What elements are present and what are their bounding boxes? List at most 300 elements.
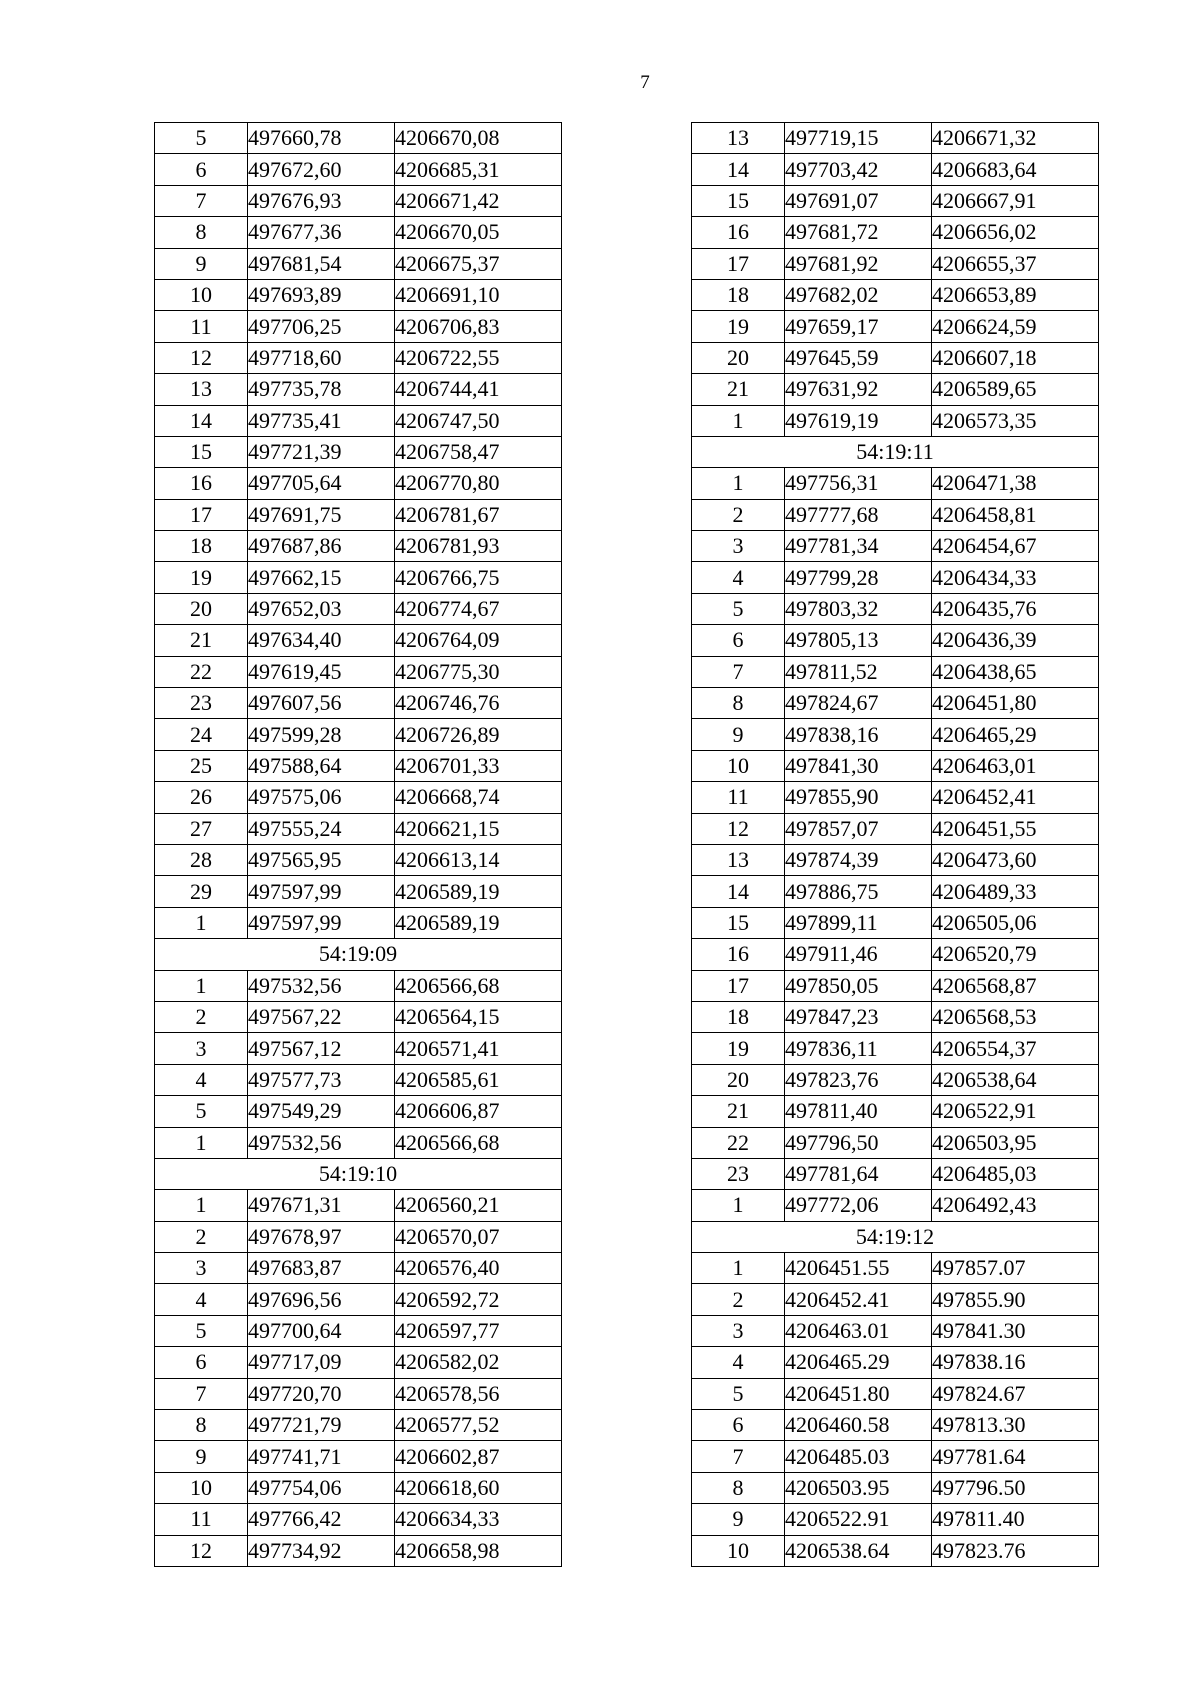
table-row	[155, 688, 562, 719]
point-number-cell: 1	[155, 1127, 248, 1158]
coordinate-x-cell: 497693,89	[248, 279, 395, 310]
coordinate-x-cell: 497683,87	[248, 1253, 395, 1284]
table-row	[692, 939, 1099, 970]
coordinate-y-cell: 497796.50	[932, 1472, 1099, 1503]
point-number-cell: 8	[155, 217, 248, 248]
coordinate-y-cell: 4206770,80	[395, 468, 562, 499]
table-row	[692, 1378, 1099, 1409]
point-number-cell: 13	[692, 844, 785, 875]
table-row	[692, 311, 1099, 342]
coordinate-x-cell: 497847,23	[785, 1001, 932, 1032]
point-number-cell: 22	[692, 1127, 785, 1158]
table-row	[155, 876, 562, 907]
point-number-cell: 18	[155, 531, 248, 562]
coordinates-table-right-body	[692, 123, 1099, 1567]
coordinate-x-cell: 497619,19	[785, 405, 932, 436]
coordinate-x-cell: 497899,11	[785, 907, 932, 938]
coordinate-x-cell: 497886,75	[785, 876, 932, 907]
coordinate-y-cell: 4206451,80	[932, 688, 1099, 719]
coordinate-x-cell: 497577,73	[248, 1064, 395, 1095]
point-number-cell: 5	[155, 1315, 248, 1346]
table-row	[692, 719, 1099, 750]
coordinate-x-cell: 497607,56	[248, 688, 395, 719]
coordinate-x-cell: 497671,31	[248, 1190, 395, 1221]
point-number-cell: 1	[692, 405, 785, 436]
point-number-cell: 14	[692, 154, 785, 185]
coordinate-y-cell: 4206675,37	[395, 248, 562, 279]
coordinate-y-cell: 4206554,37	[932, 1033, 1099, 1064]
point-number-cell: 9	[692, 719, 785, 750]
point-number-cell: 10	[155, 1472, 248, 1503]
coordinate-y-cell: 4206436,39	[932, 625, 1099, 656]
coordinate-y-cell: 4206624,59	[932, 311, 1099, 342]
point-number-cell: 16	[155, 468, 248, 499]
table-row	[155, 907, 562, 938]
coordinate-x-cell: 497660,78	[248, 123, 395, 154]
coordinate-y-cell: 4206706,83	[395, 311, 562, 342]
coordinate-y-cell: 4206489,33	[932, 876, 1099, 907]
coordinate-y-cell: 4206774,67	[395, 593, 562, 624]
coordinate-y-cell: 4206438,65	[932, 656, 1099, 687]
coordinate-y-cell: 4206691,10	[395, 279, 562, 310]
table-row	[692, 970, 1099, 1001]
coordinate-y-cell: 4206607,18	[932, 342, 1099, 373]
table-row	[155, 436, 562, 467]
point-number-cell: 8	[692, 688, 785, 719]
table-row	[155, 217, 562, 248]
section-header-row	[692, 1221, 1099, 1252]
coordinate-x-cell: 497718,60	[248, 342, 395, 373]
table-row	[692, 1441, 1099, 1472]
point-number-cell: 1	[155, 970, 248, 1001]
coordinate-x-cell: 4206463.01	[785, 1315, 932, 1346]
table-row	[692, 185, 1099, 216]
point-number-cell: 21	[692, 1096, 785, 1127]
coordinate-x-cell: 497720,70	[248, 1378, 395, 1409]
coordinate-y-cell: 4206571,41	[395, 1033, 562, 1064]
coordinate-y-cell: 4206764,09	[395, 625, 562, 656]
table-row	[692, 844, 1099, 875]
coordinate-y-cell: 4206656,02	[932, 217, 1099, 248]
point-number-cell: 13	[692, 123, 785, 154]
table-row	[692, 1096, 1099, 1127]
point-number-cell: 18	[692, 1001, 785, 1032]
point-number-cell: 20	[692, 342, 785, 373]
coordinate-y-cell: 4206746,76	[395, 688, 562, 719]
page-number: 7	[640, 72, 650, 93]
coordinate-y-cell: 4206671,32	[932, 123, 1099, 154]
table-row	[155, 123, 562, 154]
table-row	[692, 1253, 1099, 1284]
coordinate-y-cell: 4206602,87	[395, 1441, 562, 1472]
coordinate-x-cell: 497781,34	[785, 531, 932, 562]
table-row	[155, 625, 562, 656]
coordinate-y-cell: 4206578,56	[395, 1378, 562, 1409]
table-row	[155, 1410, 562, 1441]
coordinate-y-cell: 497841.30	[932, 1315, 1099, 1346]
table-row	[155, 1221, 562, 1252]
point-number-cell: 20	[692, 1064, 785, 1095]
coordinate-x-cell: 497555,24	[248, 813, 395, 844]
coordinate-y-cell: 4206766,75	[395, 562, 562, 593]
section-header-row	[692, 436, 1099, 467]
coordinate-y-cell: 4206522,91	[932, 1096, 1099, 1127]
table-row	[692, 1315, 1099, 1346]
point-number-cell: 2	[155, 1221, 248, 1252]
point-number-cell: 7	[692, 1441, 785, 1472]
coordinate-y-cell: 4206775,30	[395, 656, 562, 687]
point-number-cell: 5	[155, 123, 248, 154]
coordinate-x-cell: 4206465.29	[785, 1347, 932, 1378]
coordinate-x-cell: 4206460.58	[785, 1410, 932, 1441]
coordinate-x-cell: 497597,99	[248, 876, 395, 907]
coordinate-x-cell: 497703,42	[785, 154, 932, 185]
coordinate-y-cell: 4206618,60	[395, 1472, 562, 1503]
coordinate-x-cell: 497841,30	[785, 750, 932, 781]
coordinate-x-cell: 497824,67	[785, 688, 932, 719]
coordinate-y-cell: 4206566,68	[395, 970, 562, 1001]
table-row	[692, 1284, 1099, 1315]
coordinate-y-cell: 4206747,50	[395, 405, 562, 436]
coordinates-table-left-body	[155, 123, 562, 1567]
coordinate-y-cell: 4206722,55	[395, 342, 562, 373]
coordinate-y-cell: 4206538,64	[932, 1064, 1099, 1095]
coordinate-x-cell: 497681,54	[248, 248, 395, 279]
table-row	[155, 1378, 562, 1409]
table-row	[155, 1347, 562, 1378]
coordinate-x-cell: 497811,40	[785, 1096, 932, 1127]
coordinate-y-cell: 4206621,15	[395, 813, 562, 844]
coordinate-x-cell: 497781,64	[785, 1158, 932, 1189]
coordinate-x-cell: 497857,07	[785, 813, 932, 844]
table-row	[692, 499, 1099, 530]
coordinate-y-cell: 4206473,60	[932, 844, 1099, 875]
coordinate-y-cell: 4206781,67	[395, 499, 562, 530]
table-row	[692, 1190, 1099, 1221]
coordinate-x-cell: 497681,92	[785, 248, 932, 279]
coordinate-x-cell: 497575,06	[248, 782, 395, 813]
table-row	[155, 1253, 562, 1284]
table-row	[155, 1001, 562, 1032]
table-row	[692, 1472, 1099, 1503]
coordinate-x-cell: 497599,28	[248, 719, 395, 750]
coordinate-x-cell: 497796,50	[785, 1127, 932, 1158]
coordinate-x-cell: 497741,71	[248, 1441, 395, 1472]
coordinate-y-cell: 4206485,03	[932, 1158, 1099, 1189]
table-row	[155, 593, 562, 624]
coordinate-y-cell: 497855.90	[932, 1284, 1099, 1315]
point-number-cell: 17	[155, 499, 248, 530]
table-row	[692, 154, 1099, 185]
table-row	[155, 1127, 562, 1158]
coordinate-x-cell: 497706,25	[248, 311, 395, 342]
table-row	[692, 405, 1099, 436]
table-row	[155, 1441, 562, 1472]
coordinate-y-cell: 4206683,64	[932, 154, 1099, 185]
point-number-cell: 6	[155, 154, 248, 185]
coordinate-y-cell: 4206653,89	[932, 279, 1099, 310]
point-number-cell: 12	[692, 813, 785, 844]
table-row	[692, 1504, 1099, 1535]
coordinate-y-cell: 4206613,14	[395, 844, 562, 875]
table-row	[692, 813, 1099, 844]
point-number-cell: 11	[692, 782, 785, 813]
point-number-cell: 6	[155, 1347, 248, 1378]
coordinate-y-cell: 4206668,74	[395, 782, 562, 813]
point-number-cell: 23	[692, 1158, 785, 1189]
coordinate-y-cell: 4206744,41	[395, 374, 562, 405]
coordinate-y-cell: 4206520,79	[932, 939, 1099, 970]
coordinate-y-cell: 497813.30	[932, 1410, 1099, 1441]
table-row	[155, 656, 562, 687]
coordinate-y-cell: 4206670,05	[395, 217, 562, 248]
coordinate-x-cell: 497766,42	[248, 1504, 395, 1535]
point-number-cell: 4	[155, 1064, 248, 1095]
coordinate-y-cell: 4206576,40	[395, 1253, 562, 1284]
coordinate-x-cell: 497652,03	[248, 593, 395, 624]
coordinate-y-cell: 4206685,31	[395, 154, 562, 185]
coordinate-y-cell: 4206568,87	[932, 970, 1099, 1001]
coordinates-table-right	[691, 122, 1099, 1567]
point-number-cell: 6	[692, 625, 785, 656]
coordinate-x-cell: 497803,32	[785, 593, 932, 624]
point-number-cell: 21	[155, 625, 248, 656]
point-number-cell: 4	[692, 1347, 785, 1378]
coordinate-x-cell: 497705,64	[248, 468, 395, 499]
point-number-cell: 22	[155, 656, 248, 687]
table-row	[692, 248, 1099, 279]
point-number-cell: 15	[692, 907, 785, 938]
coordinate-y-cell: 4206701,33	[395, 750, 562, 781]
point-number-cell: 8	[155, 1410, 248, 1441]
coordinate-x-cell: 497682,02	[785, 279, 932, 310]
table-row	[155, 531, 562, 562]
coordinate-x-cell: 497838,16	[785, 719, 932, 750]
coordinate-x-cell: 4206538.64	[785, 1535, 932, 1566]
point-number-cell: 8	[692, 1472, 785, 1503]
coordinate-x-cell: 497700,64	[248, 1315, 395, 1346]
point-number-cell: 10	[692, 1535, 785, 1566]
point-number-cell: 15	[692, 185, 785, 216]
coordinate-x-cell: 497634,40	[248, 625, 395, 656]
coordinate-x-cell: 497672,60	[248, 154, 395, 185]
table-row	[155, 719, 562, 750]
table-row	[155, 1190, 562, 1221]
point-number-cell: 2	[692, 499, 785, 530]
coordinate-x-cell: 497850,05	[785, 970, 932, 1001]
coordinate-y-cell: 4206658,98	[395, 1535, 562, 1566]
coordinate-x-cell: 4206451.55	[785, 1253, 932, 1284]
table-row	[692, 1535, 1099, 1566]
coordinate-x-cell: 497645,59	[785, 342, 932, 373]
parcel-section-label: 54:19:11	[692, 436, 1099, 467]
point-number-cell: 23	[155, 688, 248, 719]
coordinate-y-cell: 4206564,15	[395, 1001, 562, 1032]
coordinate-y-cell: 497838.16	[932, 1347, 1099, 1378]
coordinate-y-cell: 4206451,55	[932, 813, 1099, 844]
coordinate-y-cell: 4206606,87	[395, 1096, 562, 1127]
table-row	[155, 374, 562, 405]
point-number-cell: 26	[155, 782, 248, 813]
point-number-cell: 14	[155, 405, 248, 436]
table-row	[155, 970, 562, 1001]
coordinate-y-cell: 497823.76	[932, 1535, 1099, 1566]
coordinate-x-cell: 497754,06	[248, 1472, 395, 1503]
table-row	[155, 311, 562, 342]
coordinate-x-cell: 497691,07	[785, 185, 932, 216]
coordinate-x-cell: 497565,95	[248, 844, 395, 875]
coordinate-y-cell: 4206582,02	[395, 1347, 562, 1378]
coordinate-x-cell: 4206485.03	[785, 1441, 932, 1472]
coordinate-x-cell: 4206522.91	[785, 1504, 932, 1535]
table-row	[155, 1504, 562, 1535]
coordinate-x-cell: 497567,12	[248, 1033, 395, 1064]
point-number-cell: 16	[692, 939, 785, 970]
point-number-cell: 17	[692, 970, 785, 1001]
table-row	[155, 405, 562, 436]
table-row	[692, 562, 1099, 593]
point-number-cell: 9	[692, 1504, 785, 1535]
coordinate-y-cell: 4206781,93	[395, 531, 562, 562]
table-row	[155, 813, 562, 844]
coordinate-x-cell: 497662,15	[248, 562, 395, 593]
coordinate-y-cell: 4206589,19	[395, 876, 562, 907]
coordinate-y-cell: 4206585,61	[395, 1064, 562, 1095]
point-number-cell: 11	[155, 311, 248, 342]
table-row	[692, 625, 1099, 656]
point-number-cell: 1	[155, 907, 248, 938]
coordinate-y-cell: 4206671,42	[395, 185, 562, 216]
coordinate-y-cell: 4206434,33	[932, 562, 1099, 593]
coordinate-x-cell: 497855,90	[785, 782, 932, 813]
coordinate-x-cell: 497805,13	[785, 625, 932, 656]
coordinate-y-cell: 497824.67	[932, 1378, 1099, 1409]
coordinate-x-cell: 497721,79	[248, 1410, 395, 1441]
table-row	[155, 499, 562, 530]
coordinate-y-cell: 4206435,76	[932, 593, 1099, 624]
table-row	[692, 531, 1099, 562]
coordinate-x-cell: 497681,72	[785, 217, 932, 248]
table-row	[155, 1472, 562, 1503]
table-row	[692, 342, 1099, 373]
coordinate-x-cell: 497911,46	[785, 939, 932, 970]
table-row	[692, 1001, 1099, 1032]
coordinate-x-cell: 497631,92	[785, 374, 932, 405]
table-row	[692, 750, 1099, 781]
point-number-cell: 4	[155, 1284, 248, 1315]
coordinate-x-cell: 497721,39	[248, 436, 395, 467]
table-row	[155, 562, 562, 593]
coordinate-x-cell: 497687,86	[248, 531, 395, 562]
coordinate-y-cell: 4206589,19	[395, 907, 562, 938]
coordinate-x-cell: 497696,56	[248, 1284, 395, 1315]
coordinate-y-cell: 4206589,65	[932, 374, 1099, 405]
coordinate-x-cell: 497588,64	[248, 750, 395, 781]
table-row	[692, 279, 1099, 310]
point-number-cell: 9	[155, 1441, 248, 1472]
coordinate-y-cell: 4206471,38	[932, 468, 1099, 499]
table-row	[155, 279, 562, 310]
parcel-section-label: 54:19:09	[155, 939, 562, 970]
table-row	[692, 656, 1099, 687]
point-number-cell: 18	[692, 279, 785, 310]
coordinate-x-cell: 497735,78	[248, 374, 395, 405]
coordinate-x-cell: 497717,09	[248, 1347, 395, 1378]
point-number-cell: 29	[155, 876, 248, 907]
coordinate-y-cell: 4206726,89	[395, 719, 562, 750]
table-row	[155, 844, 562, 875]
point-number-cell: 10	[155, 279, 248, 310]
point-number-cell: 10	[692, 750, 785, 781]
coordinate-x-cell: 497567,22	[248, 1001, 395, 1032]
point-number-cell: 25	[155, 750, 248, 781]
point-number-cell: 7	[692, 656, 785, 687]
table-row	[692, 374, 1099, 405]
point-number-cell: 5	[692, 1378, 785, 1409]
point-number-cell: 3	[692, 531, 785, 562]
coordinate-x-cell: 497659,17	[785, 311, 932, 342]
coordinate-y-cell: 4206577,52	[395, 1410, 562, 1441]
table-row	[692, 123, 1099, 154]
coordinate-y-cell: 4206503,95	[932, 1127, 1099, 1158]
parcel-section-label: 54:19:10	[155, 1158, 562, 1189]
table-row	[155, 1535, 562, 1566]
point-number-cell: 6	[692, 1410, 785, 1441]
table-row	[692, 1410, 1099, 1441]
point-number-cell: 17	[692, 248, 785, 279]
coordinate-y-cell: 4206573,35	[932, 405, 1099, 436]
coordinate-x-cell: 497691,75	[248, 499, 395, 530]
table-row	[692, 688, 1099, 719]
coordinate-x-cell: 4206452.41	[785, 1284, 932, 1315]
point-number-cell: 19	[692, 1033, 785, 1064]
point-number-cell: 13	[155, 374, 248, 405]
coordinate-y-cell: 4206560,21	[395, 1190, 562, 1221]
coordinate-x-cell: 497532,56	[248, 970, 395, 1001]
coordinate-x-cell: 497811,52	[785, 656, 932, 687]
coordinate-y-cell: 4206452,41	[932, 782, 1099, 813]
point-number-cell: 20	[155, 593, 248, 624]
table-row	[692, 782, 1099, 813]
coordinate-y-cell: 4206458,81	[932, 499, 1099, 530]
coordinate-y-cell: 4206568,53	[932, 1001, 1099, 1032]
coordinate-y-cell: 4206570,07	[395, 1221, 562, 1252]
coordinate-y-cell: 4206667,91	[932, 185, 1099, 216]
table-row	[155, 185, 562, 216]
coordinate-x-cell: 497735,41	[248, 405, 395, 436]
coordinate-y-cell: 4206465,29	[932, 719, 1099, 750]
coordinate-x-cell: 497719,15	[785, 123, 932, 154]
table-row	[692, 1127, 1099, 1158]
table-row	[155, 1096, 562, 1127]
coordinate-y-cell: 497811.40	[932, 1504, 1099, 1535]
coordinate-y-cell: 4206597,77	[395, 1315, 562, 1346]
point-number-cell: 12	[155, 342, 248, 373]
point-number-cell: 12	[155, 1535, 248, 1566]
point-number-cell: 1	[692, 468, 785, 499]
point-number-cell: 5	[692, 593, 785, 624]
coordinate-x-cell: 497756,31	[785, 468, 932, 499]
table-row	[692, 1033, 1099, 1064]
point-number-cell: 7	[155, 185, 248, 216]
section-header-row	[155, 939, 562, 970]
point-number-cell: 2	[155, 1001, 248, 1032]
point-number-cell: 14	[692, 876, 785, 907]
point-number-cell: 3	[692, 1315, 785, 1346]
coordinate-x-cell: 497532,56	[248, 1127, 395, 1158]
point-number-cell: 3	[155, 1033, 248, 1064]
coordinate-x-cell: 497619,45	[248, 656, 395, 687]
